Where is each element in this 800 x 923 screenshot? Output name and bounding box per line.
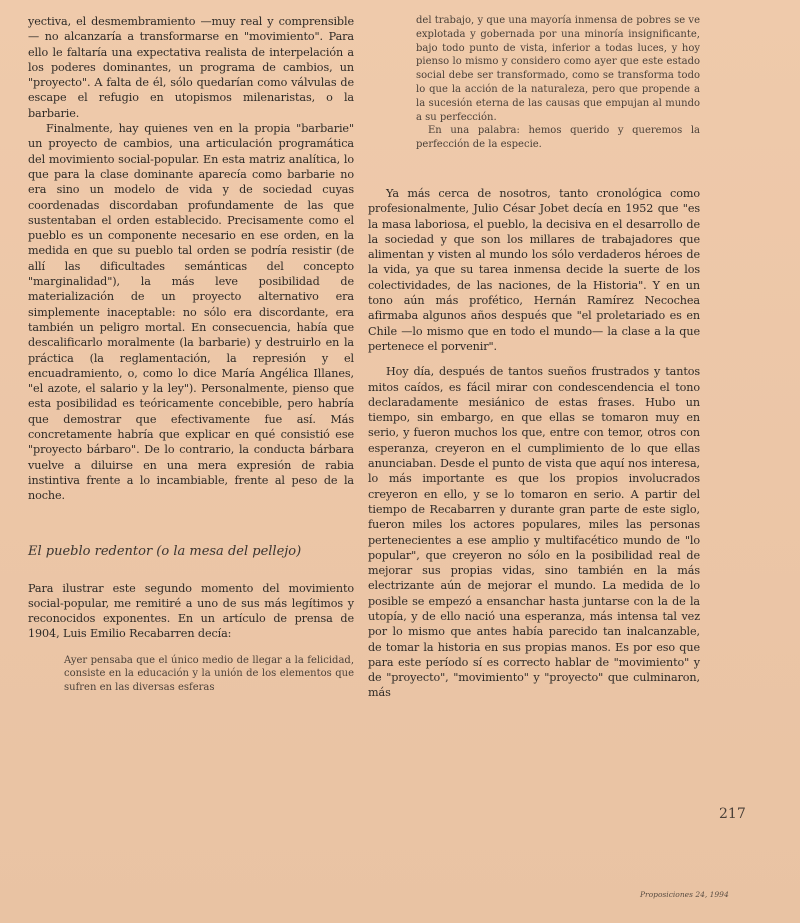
right-column: [368, 14, 700, 701]
block-quote: Ayer pensaba que el único medio de llegar a la felicidad, consiste en la educación y la unión de los elementos que sufren en las diversas esferas: [64, 654, 354, 694]
paragraph-4: Ya más cerca de nosotros, tanto cronológica como profesionalmente, Julio César Jobet decía en 1952 que "es la masa laboriosa, el pueblo, la decisiva en el desarrollo de la sociedad y que son los millares de trabajadores que alimentan y visten al mundo los sólo verdaderos héroes de la vida, ya que su tarea inmensa decide la suerte de los colectividades, de las naciones, de la Historia". Y en un tono aún más profético, Hernán Ramírez Necochea afirmaba algunos años después que "el proletariado es en Chile —lo mismo que en todo el mundo— la clase a la que pertenece el porvenir".: [368, 186, 700, 353]
left-column: [28, 14, 354, 695]
spacer: [368, 152, 700, 186]
paragraph-5: Hoy día, después de tantos sueños frustrados y tantos mitos caídos, es fácil mirar con condescendencia el tono declaradamente mesiánico de estas frases. Hubo un tiempo, sin embargo, en que ellas se tomaron muy en serio, y fueron muchos los que, entre con temor, otros con esperanza, creyeron en el cumplimiento de lo que ellas anunciaban. Desde el punto de vista que aquí nos interesa, lo más importante es que los propios involucrados creyeron en ello, y se lo tomaron en serio. A partir del tiempo de Recabarren y durante gran parte de este siglo, fueron miles los actores populares, miles las personas pertenecientes a ese amplio y multifacético mundo de "lo popular", que creyeron no sólo en la posibilidad real de mejorar sus propias vidas, sino también en la más electrizante aún de mejorar el mundo. La medida de lo posible se empezó a ensanchar hasta juntarse con la de la utopía, y de ello nació una esperanza, más intensa tal vez por lo mismo que antes había parecido tan inalcanzable, de tomar la historia en sus propias manos. Es por eso que para este período sí es correcto hablar de "movimiento" y de "proyecto", "movimiento" y "proyecto" que culminaron, más: [368, 365, 700, 700]
paragraph-3: Para ilustrar este segundo momento del movimiento social-popular, me remitiré a uno de sus más legítimos y reconocidos exponentes. En un artículo de prensa de 1904, Luis Emilio Recabarren decía:: [28, 581, 354, 641]
paragraph-2: Finalmente, hay quienes ven en la propia "barbarie" un proyecto de cambios, una articulación programática del movimiento social-popular. En esta matriz analítica, lo que para la clase dominante aparecía como barbarie no era sino un modelo de vida y de sociedad cuyas coordenadas discordaban profundamente de las que sustentaban el orden establecido. Precisamente como el pueblo es un componente necesario en ese orden, en la medida en que su pueblo tal orden se podría resistir (de allí las dificultades semánticas del concepto "marginalidad"), la más leve posibilidad de materialización de un proyecto alternativo era simplemente inaceptable: no sólo era discordante, era también un peligro mortal. En consecuencia, había que descalificarlo moralmente (la barbarie) y destruirlo en la práctica (la reglamentación, la represión y el encuadramiento, o, como lo dice María Angélica Illanes, "el azote, el salario y la ley"). Personalmente, pienso que esta posibilidad es teóricamente concebible, pero habría que demostrar que efectivamente fue así. Más concretamente habría que explicar en qué consistió ese "proyecto bárbaro". De lo contrario, la conducta bárbara vuelve a diluirse en una mera expresión de rabia instintiva frente a lo incambiable, frente al peso de la noche.: [28, 122, 354, 503]
block-quote-closing: En una palabra: hemos querido y queremos la perfección de la especie.: [416, 125, 700, 151]
block-quote-continued: del trabajo, y que una mayoría inmensa de pobres se ve explotada y gobernada por una minoría insignificante, bajo todo punto de vista, inferior a todas luces, y hoy pienso lo mismo y considero como ayer que este estado social debe ser transformado, como se transforma todo lo que la acción de la naturaleza, pero que propende a la sucesión eterna de las causas que empujan al mundo a su perfección.: [416, 15, 700, 123]
paragraph-1: yectiva, el desmembramiento —muy real y comprensible— no alcanzaría a transformarse en "movimiento". Para ello le faltaría una expectativa realista de interpelación a los poderes dominantes, un programa de cambios, un "proyecto". A falta de él, sólo quedarían como válvulas de escape el refugio en utopismos milenaristas, o la barbarie.: [28, 15, 354, 120]
page-number: 217: [719, 806, 746, 822]
section-heading: El pueblo redentor (o la mesa del pellejo): [28, 543, 302, 559]
spacer: [368, 354, 700, 364]
footer-citation: Proposiciones 24, 1994: [640, 890, 729, 899]
